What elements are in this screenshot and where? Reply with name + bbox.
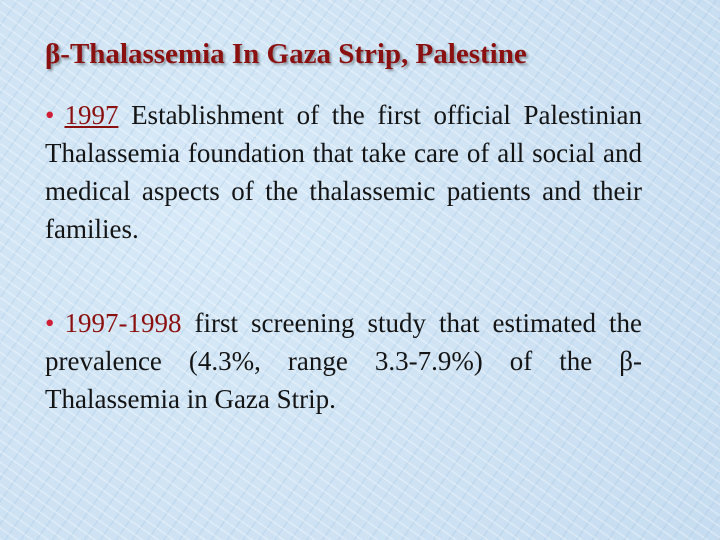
bullet-text: first screening study that estimated the prevalence (4.3%, range 3.3-7.9%) of the	[45, 308, 643, 376]
bullet-item-1997-1998	[45, 304, 642, 418]
bullet-item-1997	[45, 96, 642, 248]
slide-title	[45, 38, 685, 71]
bullet-marker: •	[45, 100, 55, 130]
bullet-marker: •	[45, 308, 55, 338]
bullet-year: 1997-1998	[64, 308, 182, 338]
bullet-text-end: -Thalassemia in Gaza Strip.	[45, 346, 642, 414]
bullet-year: 1997	[64, 100, 119, 130]
title-text: -Thalassemia In Gaza Strip, Palestine	[60, 38, 527, 70]
beta-symbol: β	[619, 346, 633, 376]
bullet-text: Establishment of the first official Palestinian Thalassemia foundation that take care of all social and medical aspects of the thalassemic patients and their families.	[45, 100, 642, 244]
title-beta-symbol: β	[45, 38, 61, 70]
